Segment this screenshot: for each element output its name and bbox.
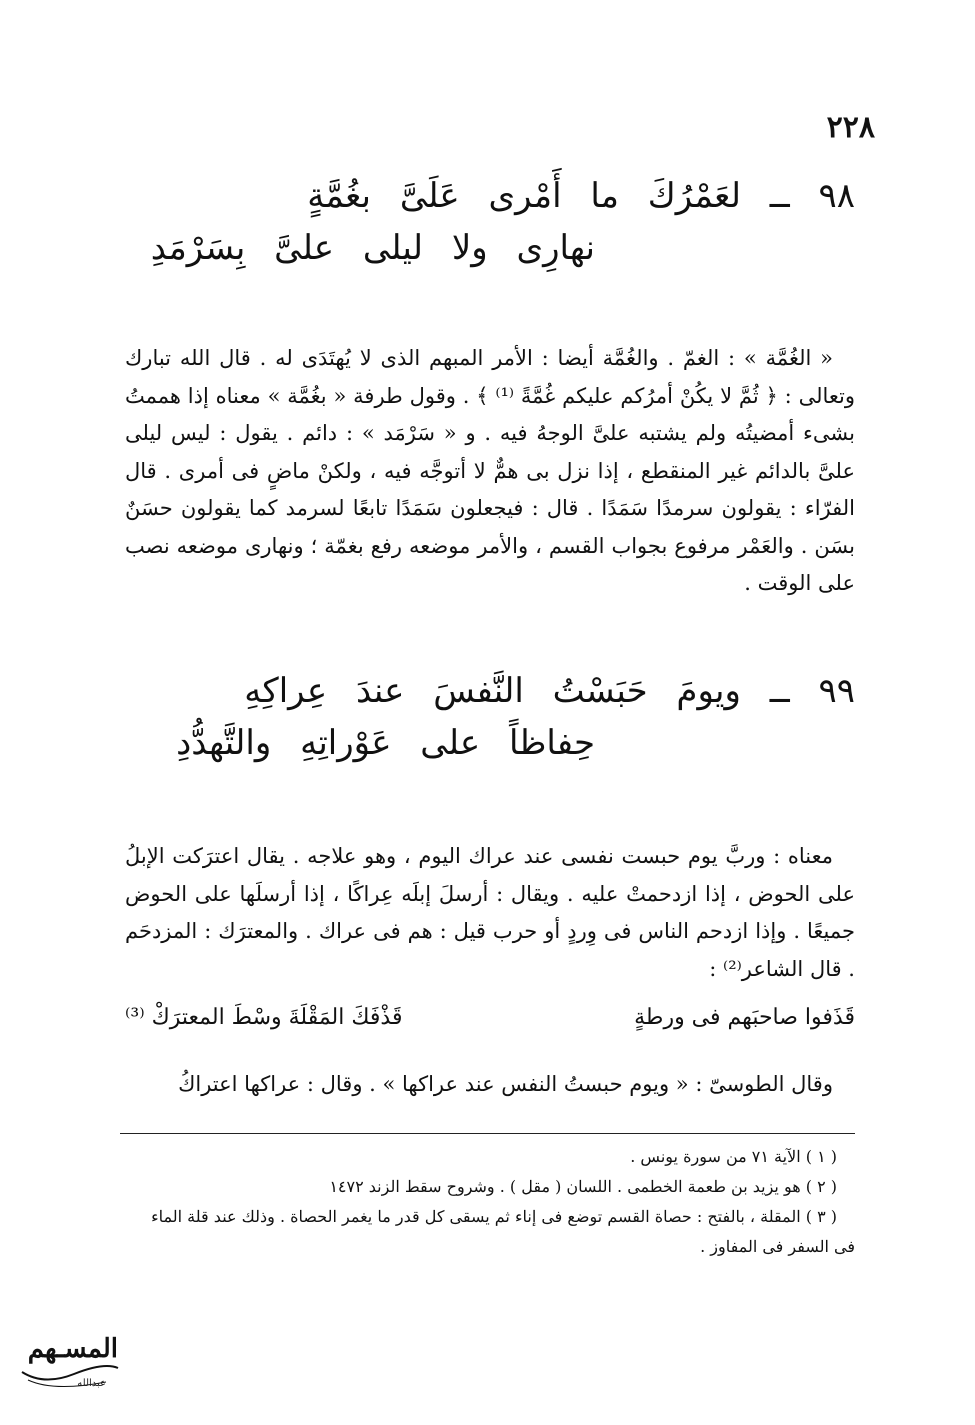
verse-99-hemistich-2: حِفاظاً على عَوْراتِهِ والتَّهدُّدِ	[176, 723, 595, 763]
commentary-98-text: « الغُمَّة » : الغمّ . والغُمَّة أيضا : الأمر المبهم الذى لا يُهتَدَى له . قال الله تبارك وتعالى : ﴿ ثُمَّ لا يكُنْ أمرُكم عليكم غُمَّةً ⁽¹⁾ ﴾ . وقول طرفة « بغُمَّة » معناه إذا هممتُ بشىء أمضيتُه ولم يشتبه علىَّ الوجهُ فيه . و « سَرْمَد » : دائم . يقول : ليس ليلى علىَّ بالدائم غير المنقطع ، إذا نزل بى همٌّ لا أتوجَّه فيه ، ولكنْ ماضٍ فى أمرى . قال الفرّاء : يقولون سرمدًا سَمَدًا . قال : فيجعلون سَمَدًا تابعًا لسرمد كما يقولون حسَنٌ بسَن . والعَمْر مرفوع بجواب القسم ، والأمر موضعه رفع بغمّة ؛ ونهارى موضعه نصب على الوقت .	[125, 346, 855, 595]
quoted-verse-hemistich-1: قَذَفوا صاحبَهم فى ورطةٍ	[634, 1005, 855, 1030]
verse-98-hemistich-1: ٩٨ ــ لعَمْرُكَ ما أَمْرى عَلَىَّ بغُمَّةٍ	[307, 176, 855, 216]
footnote-3: ( ٣ ) المقلة ، بالفتح : حصاة القسم توضع فى إناء ثم يسقى كل قدر ما يغمر الحصاة . وذلك عند قلة الماء	[151, 1207, 837, 1226]
verse-98	[151, 170, 855, 274]
commentary-98	[125, 340, 855, 603]
page-number: ٢٢٨	[826, 110, 875, 145]
tusi-note: وقال الطوسىّ : « ويوم حبستُ النفس عند عراكها » . وقال : عراكها اعتراكُ	[178, 1072, 833, 1096]
quoted-verse	[125, 1000, 855, 1036]
commentary-99-text: معناه : وربَّ يوم حبست نفسى عند عراك اليوم ، وهو علاجه . يقال اعترَكت الإبلُ على الحوض ، إذا ازدحمتْ عليه . ويقال : أرسلَ إبلَه عِراكًا ، إذا أرسلَها على الحوض جميعًا . وإذا ازدحم الناس فى وِردٍ أو حرب قيل : هم فى عراك . والمعترَك : المزدحَم . قال الشاعر⁽²⁾ :	[125, 844, 855, 981]
quoted-verse-hemistich-2: قَذْفَكَ المَقْلَةَ وسْطَ المعترَكْ ⁽³⁾	[125, 1005, 403, 1030]
footnote-1: ( ١ ) الآية ٧١ من سورة يونس .	[630, 1147, 837, 1166]
commentary-99	[125, 838, 855, 988]
footnotes	[125, 1142, 855, 1262]
library-stamp-logo	[14, 1328, 124, 1396]
verse-99	[176, 665, 855, 769]
stamp-main-text: المسـهم	[27, 1334, 118, 1364]
footnote-3-continuation: فى السفر فى المفاوز .	[700, 1237, 855, 1256]
footnote-2: ( ٢ ) هو يزيد بن طعمة الخطمى . اللسان ( مقل ) . وشروح سقط الزند ١٤٧٢	[329, 1177, 837, 1196]
footnote-divider	[120, 1133, 855, 1134]
stamp-sub-text: عبدالله	[77, 1378, 106, 1389]
verse-99-hemistich-1: ٩٩ ــ ويومَ حَبَسْتُ النَّفسَ عندَ عِراكِهِ	[244, 671, 855, 711]
verse-98-hemistich-2: نهارِى ولا ليلى علىَّ بِسَرْمَدِ	[150, 228, 595, 268]
